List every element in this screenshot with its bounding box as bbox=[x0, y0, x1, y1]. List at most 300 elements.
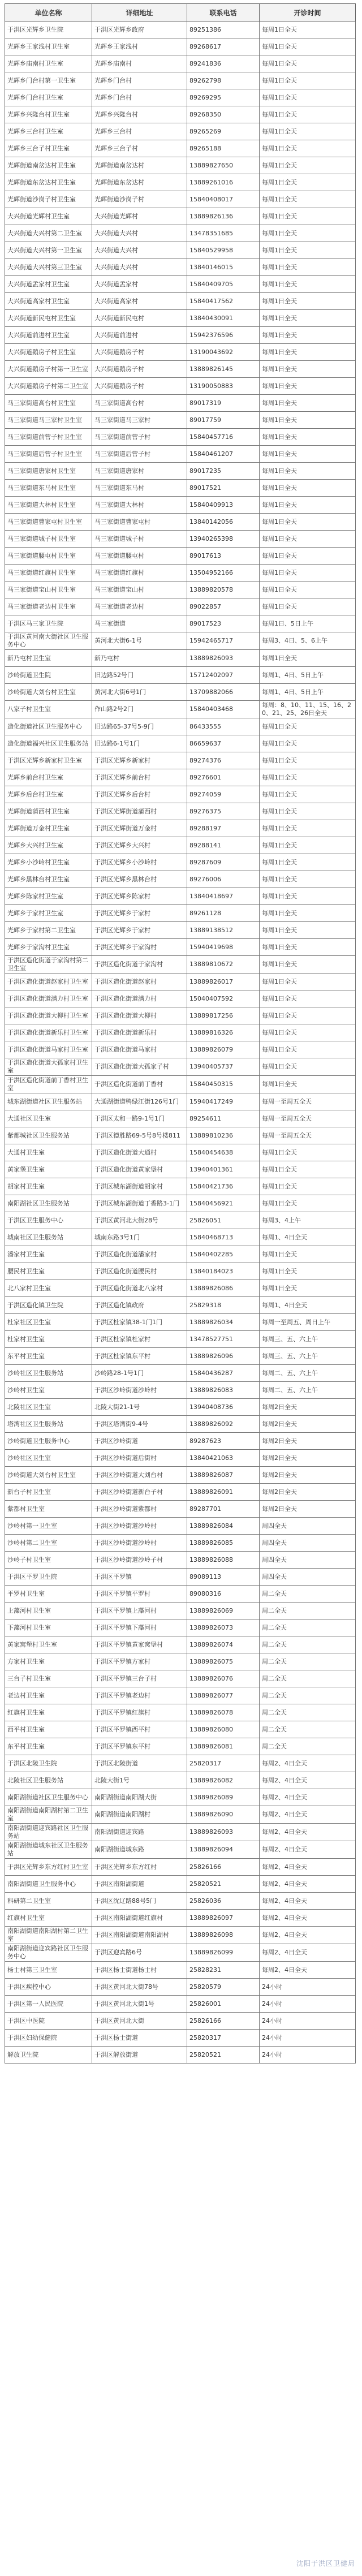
table-row bbox=[5, 1467, 356, 1484]
phone-cell: 89017613 bbox=[187, 548, 260, 565]
address-cell: 于洪区杨士街道杨士村 bbox=[92, 1962, 187, 1979]
address-cell: 光辉乡三台村 bbox=[92, 123, 187, 140]
hours-cell: 每周2日全天 bbox=[260, 1433, 356, 1450]
hours-cell: 每周2、4日全天 bbox=[260, 1859, 356, 1876]
table-row bbox=[5, 990, 356, 1007]
hours-cell: 每周1日全天 bbox=[260, 38, 356, 55]
phone-cell: 13478527751 bbox=[187, 1331, 260, 1348]
unit-name-cell: 大兴街道孟家村卫生室 bbox=[5, 276, 92, 293]
phone-cell: 13889826094 bbox=[187, 1841, 260, 1859]
phone-cell: 13889826091 bbox=[187, 1484, 260, 1501]
table-row bbox=[5, 888, 356, 905]
address-cell: 于洪区南阳湖街道南阳湖村 bbox=[92, 1927, 187, 1944]
hours-cell: 24小时 bbox=[260, 2030, 356, 2047]
table-row bbox=[5, 1806, 356, 1824]
hours-cell: 每周1日、5日上午 bbox=[260, 615, 356, 632]
address-cell: 于洪区造化街道前丁香村 bbox=[92, 1076, 187, 1093]
phone-cell: 89268617 bbox=[187, 38, 260, 55]
address-cell: 旧边路52号门 bbox=[92, 667, 187, 684]
header-phone: 联系电话 bbox=[187, 4, 260, 21]
hours-cell: 每周2、4日全天 bbox=[260, 1910, 356, 1927]
phone-cell: 13889826093 bbox=[187, 1824, 260, 1841]
unit-name-cell: 光辉乡前台村卫生室 bbox=[5, 769, 92, 786]
unit-name-cell: 三台子村卫生室 bbox=[5, 1670, 92, 1687]
address-cell: 马三家街道腰屯村 bbox=[92, 548, 187, 565]
hours-cell: 每周一至周五全天 bbox=[260, 1093, 356, 1110]
address-cell: 大兴街道光辉村 bbox=[92, 208, 187, 225]
phone-cell: 15840417562 bbox=[187, 293, 260, 310]
unit-name-cell: 光辉乡王家浅村卫生室 bbox=[5, 38, 92, 55]
unit-name-cell: 光辉街道南岔达村卫生室 bbox=[5, 157, 92, 174]
address-cell: 于洪区平罗镇 bbox=[92, 1569, 187, 1586]
table-row bbox=[5, 1552, 356, 1569]
unit-name-cell: 马三家街道高台村卫生室 bbox=[5, 395, 92, 412]
unit-name-cell: 杜家社区卫生室 bbox=[5, 1314, 92, 1331]
unit-name-cell: 东平村卫生室 bbox=[5, 1738, 92, 1755]
hours-cell: 每周1日全天 bbox=[260, 361, 356, 378]
unit-name-cell: 新乃屯村卫生室 bbox=[5, 650, 92, 667]
unit-name-cell: 八家子村卫生室 bbox=[5, 701, 92, 718]
unit-name-cell: 北八家村卫生室 bbox=[5, 1280, 92, 1297]
table-row bbox=[5, 1824, 356, 1841]
address-cell: 于洪区太和一路9-1号1门 bbox=[92, 1110, 187, 1127]
phone-cell: 15840421736 bbox=[187, 1178, 260, 1195]
table-row bbox=[5, 1859, 356, 1876]
table-row bbox=[5, 208, 356, 225]
hours-cell: 每周2日全天 bbox=[260, 1399, 356, 1416]
address-cell: 南阳湖街道南阳湖村 bbox=[92, 1806, 187, 1824]
phone-cell: 13190043692 bbox=[187, 344, 260, 361]
table-row bbox=[5, 1246, 356, 1263]
table-row bbox=[5, 1893, 356, 1910]
phone-cell: 13889826085 bbox=[187, 1535, 260, 1552]
phone-cell: 13889138512 bbox=[187, 922, 260, 939]
unit-name-cell: 光辉乡于家村第二卫生室 bbox=[5, 922, 92, 939]
phone-cell: 25826036 bbox=[187, 1893, 260, 1910]
table-row bbox=[5, 1501, 356, 1518]
address-cell: 光辉乡门台村 bbox=[92, 72, 187, 89]
address-cell: 于洪区沈辽路88号5门 bbox=[92, 1893, 187, 1910]
address-cell: 于洪区城东湖街道胡家村 bbox=[92, 1178, 187, 1195]
phone-cell: 15840454638 bbox=[187, 1144, 260, 1161]
address-cell: 于洪区解放街道 bbox=[92, 2047, 187, 2064]
header-unit-name: 单位名称 bbox=[5, 4, 92, 21]
address-cell: 于洪区沙岭街道 bbox=[92, 1433, 187, 1450]
address-cell: 大兴街道鹅房子村 bbox=[92, 378, 187, 395]
unit-name-cell: 马三家街道腰屯村卫生室 bbox=[5, 548, 92, 565]
table-row bbox=[5, 1535, 356, 1552]
table-row bbox=[5, 361, 356, 378]
table-header-row bbox=[5, 4, 356, 21]
phone-cell: 13889826078 bbox=[187, 1704, 260, 1721]
phone-cell: 15840409913 bbox=[187, 497, 260, 514]
address-cell: 光辉街道东岔达村 bbox=[92, 174, 187, 191]
table-row bbox=[5, 667, 356, 684]
unit-name-cell: 杨士村第三卫生室 bbox=[5, 1962, 92, 1979]
hours-cell: 每周2、4日全天 bbox=[260, 1876, 356, 1893]
table-row bbox=[5, 1603, 356, 1619]
unit-name-cell: 大兴街道大兴村第一卫生室 bbox=[5, 242, 92, 259]
table-row bbox=[5, 1110, 356, 1127]
phone-cell: 25826051 bbox=[187, 1212, 260, 1229]
table-row bbox=[5, 598, 356, 615]
address-cell: 于洪区造化街道新乐村 bbox=[92, 1024, 187, 1041]
phone-cell: 13889826034 bbox=[187, 1314, 260, 1331]
hours-cell: 每周1日全天 bbox=[260, 1144, 356, 1161]
hours-cell: 每周一至周五、周日上午 bbox=[260, 1314, 356, 1331]
table-row bbox=[5, 1636, 356, 1653]
phone-cell: 13889826073 bbox=[187, 1619, 260, 1636]
hours-cell: 每周1日全天 bbox=[260, 446, 356, 463]
unit-name-cell: 光辉乡陈家村卫生室 bbox=[5, 888, 92, 905]
unit-name-cell: 南阳湖街道南阳湖村第二卫生室 bbox=[5, 1927, 92, 1944]
table-row bbox=[5, 21, 356, 38]
address-cell: 马三家街道后营子村 bbox=[92, 446, 187, 463]
unit-name-cell: 光辉乡兴隆台村卫生室 bbox=[5, 106, 92, 123]
hours-cell: 每周1日全天 bbox=[260, 497, 356, 514]
unit-name-cell: 光辉街道沙岗子村卫生室 bbox=[5, 191, 92, 208]
hours-cell: 每周1日全天 bbox=[260, 89, 356, 106]
phone-cell: 13889826082 bbox=[187, 1772, 260, 1789]
table-row bbox=[5, 769, 356, 786]
hours-cell: 每周1日全天 bbox=[260, 1263, 356, 1280]
phone-cell: 15840456921 bbox=[187, 1195, 260, 1212]
phone-cell: 13889261016 bbox=[187, 174, 260, 191]
unit-name-cell: 南阳湖街道卫生服务中心 bbox=[5, 1876, 92, 1893]
unit-name-cell: 光辉乡黑林台村卫生室 bbox=[5, 871, 92, 888]
address-cell: 大兴街道鹅房子村 bbox=[92, 361, 187, 378]
address-cell: 于洪区平罗镇黄家窝堡村 bbox=[92, 1636, 187, 1653]
unit-name-cell: 黄家窝堡村卫生室 bbox=[5, 1636, 92, 1653]
phone-cell: 13889820578 bbox=[187, 581, 260, 598]
hours-cell: 每周2、4日全天 bbox=[260, 1893, 356, 1910]
hours-cell: 每周1日全天 bbox=[260, 140, 356, 157]
unit-name-cell: 马三家街道宝山村卫生室 bbox=[5, 581, 92, 598]
phone-cell: 13889826081 bbox=[187, 1738, 260, 1755]
table-row bbox=[5, 2047, 356, 2064]
hours-cell: 每周1日全天 bbox=[260, 1280, 356, 1297]
hours-cell: 24小时 bbox=[260, 1996, 356, 2013]
address-cell: 马三家街道马三家村 bbox=[92, 412, 187, 429]
hours-cell: 周四全天 bbox=[260, 1552, 356, 1569]
address-cell: 南阳湖街道迎宾路 bbox=[92, 1824, 187, 1841]
address-cell: 马三家街道老边村 bbox=[92, 598, 187, 615]
address-cell: 于洪区光辉乡小沙岭村 bbox=[92, 854, 187, 871]
unit-name-cell: 红旗村卫生室 bbox=[5, 1704, 92, 1721]
table-row bbox=[5, 1876, 356, 1893]
table-row bbox=[5, 1653, 356, 1670]
table-row bbox=[5, 2030, 356, 2047]
unit-name-cell: 于洪区卫生服务中心 bbox=[5, 1212, 92, 1229]
unit-name-cell: 北陵社区卫生服务站 bbox=[5, 1772, 92, 1789]
unit-name-cell: 红旗村卫生室 bbox=[5, 1910, 92, 1927]
address-cell: 于洪区平罗镇红旗村 bbox=[92, 1704, 187, 1721]
unit-name-cell: 光辉乡于家沟村卫生室 bbox=[5, 939, 92, 956]
hours-cell: 每周3、4日、5、6上午 bbox=[260, 632, 356, 650]
unit-name-cell: 于洪区造化街道大柳村卫生室 bbox=[5, 1007, 92, 1024]
phone-cell: 15840409705 bbox=[187, 276, 260, 293]
hours-cell: 每周1日全天 bbox=[260, 888, 356, 905]
table-row bbox=[5, 1910, 356, 1927]
table-row bbox=[5, 1331, 356, 1348]
unit-name-cell: 光辉乡大兴村卫生室 bbox=[5, 837, 92, 854]
unit-name-cell: 沙岭村第一卫生室 bbox=[5, 1518, 92, 1535]
phone-cell: 89276006 bbox=[187, 871, 260, 888]
hours-cell: 24小时 bbox=[260, 2013, 356, 2030]
table-row bbox=[5, 497, 356, 514]
unit-name-cell: 平罗村卫生室 bbox=[5, 1586, 92, 1603]
hours-cell: 每周1日全天 bbox=[260, 871, 356, 888]
phone-cell: 89269295 bbox=[187, 89, 260, 106]
address-cell: 大兴街道前进村 bbox=[92, 327, 187, 344]
phone-cell: 89268350 bbox=[187, 106, 260, 123]
unit-name-cell: 于洪区疾控中心 bbox=[5, 1979, 92, 1996]
table-row bbox=[5, 1314, 356, 1331]
table-row bbox=[5, 1738, 356, 1755]
unit-name-cell: 南阳湖街道迎宾路社区卫生服务站 bbox=[5, 1824, 92, 1841]
table-row bbox=[5, 581, 356, 598]
address-cell: 马三家街道大林村 bbox=[92, 497, 187, 514]
table-row bbox=[5, 1944, 356, 1962]
table-row bbox=[5, 1789, 356, 1806]
table-row bbox=[5, 905, 356, 922]
table-row bbox=[5, 276, 356, 293]
unit-name-cell: 光辉乡后台村卫生室 bbox=[5, 786, 92, 803]
address-cell: 大兴街道大兴村 bbox=[92, 225, 187, 242]
unit-name-cell: 塔湾社区卫生服务站 bbox=[5, 1416, 92, 1433]
unit-name-cell: 大兴街道鹅房子村第一卫生室 bbox=[5, 361, 92, 378]
address-cell: 光辉乡门台村 bbox=[92, 89, 187, 106]
table-row bbox=[5, 480, 356, 497]
address-cell: 光辉乡兴隆台村 bbox=[92, 106, 187, 123]
address-cell: 于洪区光辉乡于家村 bbox=[92, 905, 187, 922]
unit-name-cell: 马三家街道马三家村卫生室 bbox=[5, 412, 92, 429]
phone-cell: 13889826099 bbox=[187, 1944, 260, 1962]
table-row bbox=[5, 1619, 356, 1636]
phone-cell: 13840430091 bbox=[187, 310, 260, 327]
hours-cell: 每周2日全天 bbox=[260, 1450, 356, 1467]
hours-cell: 每周1日全天 bbox=[260, 905, 356, 922]
unit-name-cell: 城南社区卫生服务站 bbox=[5, 1229, 92, 1246]
address-cell: 大兴街道鹅房子村 bbox=[92, 344, 187, 361]
hours-cell: 每周1日全天 bbox=[260, 463, 356, 480]
unit-name-cell: 马三家街道曹家屯村卫生室 bbox=[5, 514, 92, 531]
address-cell: 光辉街道沙岗子村 bbox=[92, 191, 187, 208]
unit-name-cell: 大兴街道高家村卫生室 bbox=[5, 293, 92, 310]
phone-cell: 13889826096 bbox=[187, 1348, 260, 1365]
phone-cell: 13889826086 bbox=[187, 1280, 260, 1297]
phone-cell: 13889826088 bbox=[187, 1552, 260, 1569]
hours-cell: 每周1日全天 bbox=[260, 327, 356, 344]
phone-cell: 89274376 bbox=[187, 752, 260, 769]
address-cell: 马三家街道前营子村 bbox=[92, 429, 187, 446]
phone-cell: 13940265398 bbox=[187, 531, 260, 548]
table-row bbox=[5, 615, 356, 632]
unit-name-cell: 紫都村卫生室 bbox=[5, 1501, 92, 1518]
table-row bbox=[5, 327, 356, 344]
phone-cell: 13709882066 bbox=[187, 684, 260, 701]
hours-cell: 每周1日全天 bbox=[260, 922, 356, 939]
address-cell: 于洪区造化街道黄家堡村 bbox=[92, 1161, 187, 1178]
address-cell: 于洪区造化街道潘家村 bbox=[92, 1246, 187, 1263]
address-cell: 于洪区造化街道于家沟村 bbox=[92, 956, 187, 973]
unit-name-cell: 于洪区造化街道于家沟村第二卫生室 bbox=[5, 956, 92, 973]
table-row bbox=[5, 1093, 356, 1110]
hours-cell: 每周1日全天 bbox=[260, 1058, 356, 1076]
phone-cell: 15840529958 bbox=[187, 242, 260, 259]
phone-cell: 15040407592 bbox=[187, 990, 260, 1007]
address-cell: 北陵大街21-1号 bbox=[92, 1399, 187, 1416]
phone-cell: 89089113 bbox=[187, 1569, 260, 1586]
address-cell: 于洪区光辉乡黑林台村 bbox=[92, 871, 187, 888]
unit-name-cell: 沙岭街道卫生院 bbox=[5, 667, 92, 684]
unit-name-cell: 上藻河村卫生室 bbox=[5, 1603, 92, 1619]
table-row bbox=[5, 1704, 356, 1721]
unit-name-cell: 沙岭街道卫生服务中心 bbox=[5, 1433, 92, 1450]
address-cell: 于洪区造化街道马家村 bbox=[92, 1041, 187, 1058]
phone-cell: 25826166 bbox=[187, 2013, 260, 2030]
hours-cell: 每周1日全天 bbox=[260, 412, 356, 429]
table-row bbox=[5, 1772, 356, 1789]
table-row bbox=[5, 1365, 356, 1382]
phone-cell: 13889826083 bbox=[187, 1382, 260, 1399]
phone-cell: 13840142056 bbox=[187, 514, 260, 531]
address-cell: 于洪区平罗镇平罗村 bbox=[92, 1586, 187, 1603]
address-cell: 大兴街道孟家村 bbox=[92, 276, 187, 293]
hours-cell: 每周1日全天 bbox=[260, 786, 356, 803]
address-cell: 大兴街道新民屯村 bbox=[92, 310, 187, 327]
phone-cell: 89017521 bbox=[187, 480, 260, 497]
address-cell: 光辉乡庙南村 bbox=[92, 55, 187, 72]
table-row bbox=[5, 463, 356, 480]
unit-name-cell: 南阳湖街道城东社区卫生服务站 bbox=[5, 1841, 92, 1859]
hours-cell: 周四全天 bbox=[260, 1569, 356, 1586]
address-cell: 旧边路6-1号1门 bbox=[92, 735, 187, 752]
hours-cell: 每周1日全天 bbox=[260, 55, 356, 72]
address-cell: 于洪区杜家镇东平村 bbox=[92, 1348, 187, 1365]
hours-cell: 每周1、4日全天 bbox=[260, 1229, 356, 1246]
phone-cell: 25828231 bbox=[187, 1962, 260, 1979]
table-row bbox=[5, 1127, 356, 1144]
table-row bbox=[5, 1348, 356, 1365]
phone-cell: 15840468713 bbox=[187, 1229, 260, 1246]
hours-cell: 每周三、五、六上午 bbox=[260, 1331, 356, 1348]
table-row bbox=[5, 803, 356, 820]
hours-cell: 周二全天 bbox=[260, 1653, 356, 1670]
phone-cell: 15840457716 bbox=[187, 429, 260, 446]
table-row bbox=[5, 157, 356, 174]
hours-cell: 周二全天 bbox=[260, 1586, 356, 1603]
phone-cell: 89265188 bbox=[187, 140, 260, 157]
phone-cell: 15840408017 bbox=[187, 191, 260, 208]
hours-cell: 每周1日全天 bbox=[260, 429, 356, 446]
phone-cell: 89017759 bbox=[187, 412, 260, 429]
phone-cell: 13889826145 bbox=[187, 361, 260, 378]
table-row bbox=[5, 1195, 356, 1212]
phone-cell: 25826166 bbox=[187, 1859, 260, 1876]
hours-cell: 周二全天 bbox=[260, 1619, 356, 1636]
table-row bbox=[5, 735, 356, 752]
table-row bbox=[5, 1841, 356, 1859]
address-cell: 于洪区平罗镇西平村 bbox=[92, 1721, 187, 1738]
phone-cell: 15840402285 bbox=[187, 1246, 260, 1263]
phone-cell: 13889826074 bbox=[187, 1636, 260, 1653]
address-cell: 于洪区造化街道大通村 bbox=[92, 1144, 187, 1161]
phone-cell: 89080316 bbox=[187, 1586, 260, 1603]
phone-cell: 13889826080 bbox=[187, 1721, 260, 1738]
hours-cell: 每周2、4日全天 bbox=[260, 1962, 356, 1979]
table-row bbox=[5, 344, 356, 361]
unit-name-cell: 沙岭社区卫生室 bbox=[5, 1450, 92, 1467]
unit-name-cell: 老边村卫生室 bbox=[5, 1687, 92, 1704]
address-cell: 于洪区造化街道大孤家子村 bbox=[92, 1058, 187, 1076]
header-address: 详细地址 bbox=[92, 4, 187, 21]
address-cell: 于洪区造化街道大柳村 bbox=[92, 1007, 187, 1024]
phone-cell: 13889826097 bbox=[187, 1910, 260, 1927]
table-row bbox=[5, 259, 356, 276]
unit-name-cell: 光辉街道东岔达村卫生室 bbox=[5, 174, 92, 191]
unit-name-cell: 杜家村卫生室 bbox=[5, 1331, 92, 1348]
unit-name-cell: 于洪区光辉乡卫生院 bbox=[5, 21, 92, 38]
unit-name-cell: 马三家街道红旗村卫生室 bbox=[5, 565, 92, 581]
table-row bbox=[5, 1755, 356, 1772]
hours-cell: 每周2、4日全天 bbox=[260, 1755, 356, 1772]
hours-cell: 每周1日全天 bbox=[260, 854, 356, 871]
table-row bbox=[5, 786, 356, 803]
address-cell: 于洪区沙岭街道大刘台村 bbox=[92, 1467, 187, 1484]
address-cell: 大通湖街道鸭绿江街126号1门 bbox=[92, 1093, 187, 1110]
phone-cell: 89261128 bbox=[187, 905, 260, 922]
unit-name-cell: 南阳湖街道迎宾路社区卫生服务中心 bbox=[5, 1944, 92, 1962]
hours-cell: 每周1日全天 bbox=[260, 480, 356, 497]
table-row bbox=[5, 1024, 356, 1041]
table-row bbox=[5, 123, 356, 140]
unit-name-cell: 大通社区卫生室 bbox=[5, 1110, 92, 1127]
address-cell: 于洪区造化街道北八家村 bbox=[92, 1280, 187, 1297]
address-cell: 于洪区黄河北大街78号 bbox=[92, 1979, 187, 1996]
phone-cell: 89287701 bbox=[187, 1501, 260, 1518]
table-row bbox=[5, 1382, 356, 1399]
phone-cell: 89265269 bbox=[187, 123, 260, 140]
table-row bbox=[5, 632, 356, 650]
unit-name-cell: 于洪区中医院 bbox=[5, 2013, 92, 2030]
unit-name-cell: 马三家街道大林村卫生室 bbox=[5, 497, 92, 514]
address-cell: 于洪区沙岭街道沙岭村 bbox=[92, 1535, 187, 1552]
hours-cell: 每周1日全天 bbox=[260, 106, 356, 123]
hours-cell: 每周2、4日全天 bbox=[260, 1927, 356, 1944]
phone-cell: 89287609 bbox=[187, 854, 260, 871]
address-cell: 马三家街道东马村 bbox=[92, 480, 187, 497]
unit-name-cell: 于洪区造化镇卫生院 bbox=[5, 1297, 92, 1314]
unit-name-cell: 沙岭子村卫生室 bbox=[5, 1552, 92, 1569]
address-cell: 于洪区德胜路69-5号8号楼811 bbox=[92, 1127, 187, 1144]
unit-name-cell: 大兴街道新民屯村卫生室 bbox=[5, 310, 92, 327]
unit-name-cell: 于洪区造化街道赵家村卫生室 bbox=[5, 973, 92, 990]
phone-cell: 89262798 bbox=[187, 72, 260, 89]
address-cell: 于洪区黄河北大街 bbox=[92, 2013, 187, 2030]
phone-cell: 13889827650 bbox=[187, 157, 260, 174]
hours-cell: 每周1日全天 bbox=[260, 1161, 356, 1178]
phone-cell: 13889826093 bbox=[187, 650, 260, 667]
phone-cell: 13889826090 bbox=[187, 1806, 260, 1824]
table-row bbox=[5, 548, 356, 565]
address-cell: 于洪区南阳湖街道 bbox=[92, 1876, 187, 1893]
unit-name-cell: 解放卫生院 bbox=[5, 2047, 92, 2064]
address-cell: 于洪区城东湖街道丁香路3-1门 bbox=[92, 1195, 187, 1212]
hours-cell: 每周1日全天 bbox=[260, 735, 356, 752]
address-cell: 于洪区杜家镇38-1门1门 bbox=[92, 1314, 187, 1331]
hours-cell: 每周1日全天 bbox=[260, 259, 356, 276]
